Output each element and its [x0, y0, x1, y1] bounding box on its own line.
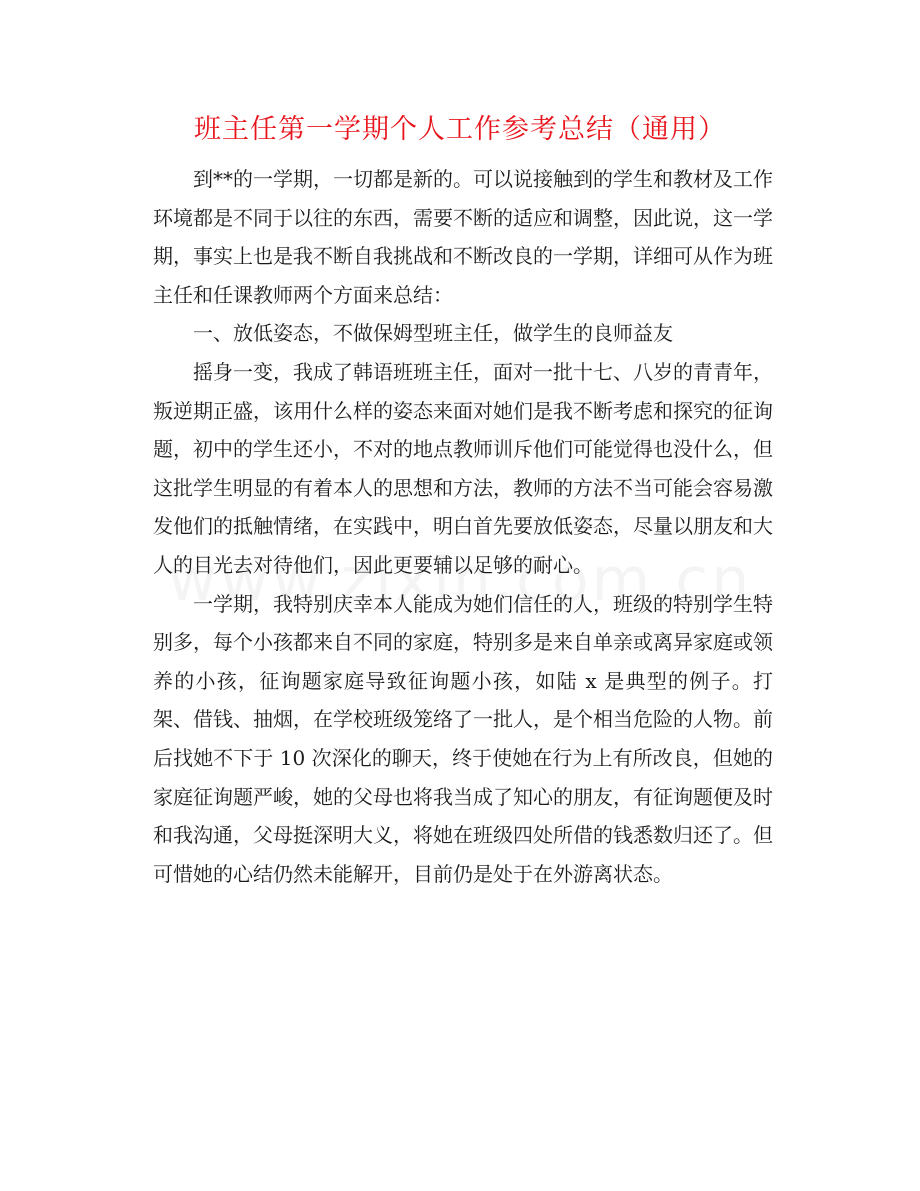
- paragraph-intro: 到**的一学期，一切都是新的。可以说接触到的学生和教材及工作环境都是不同于以往的东西，需要不断的适应和调整，因此说，这一学期，事实上也是我不断自我挑战和不断改良的一学期，详细可从作为班主任和任课教师两个方面来总结：: [153, 167, 773, 307]
- document-body: [153, 160, 773, 893]
- document-title: 班主任第一学期个人工作参考总结（通用）: [194, 114, 726, 145]
- paragraph-attitude: 摇身一变，我成了韩语班班主任，面对一批十七、八岁的青青年，叛逆期正盛，该用什么样的姿态来面对她们是我不断考虑和探究的征询题，初中的学生还小，不对的地点教师训斥他们可能觉得也没什么，但这批学生明显的有着本人的思想和方法，教师的方法不当可能会容易激发他们的抵触情绪，在实践中，明白首先要放低姿态，尽量以朋友和大人的目光去对待他们，因此更要辅以足够的耐心。: [153, 359, 773, 577]
- section-heading-1: 一、放低姿态，不做保姆型班主任，做学生的良师益友: [193, 321, 673, 346]
- paragraph-students: 一学期，我特别庆幸本人能成为她们信任的人，班级的特别学生特别多，每个小孩都来自不同的家庭，特别多是来自单亲或离异家庭或领养的小孩，征询题家庭导致征询题小孩，如陆 x 是典型的例子。打架、借钱、抽烟，在学校班级笼络了一批人，是个相当危险的人物。前后找她不下于 10 次深化的聊天，终于使她在行为上有所改良，但她的家庭征询题严峻，她的父母也将我当成了知心的朋友，有征询题便及时和我沟通，父母挺深明大义，将她在班级四处所借的钱悉数归还了。但可惜她的心结仍然未能解开，目前仍是处于在外游离状态。: [153, 591, 773, 886]
